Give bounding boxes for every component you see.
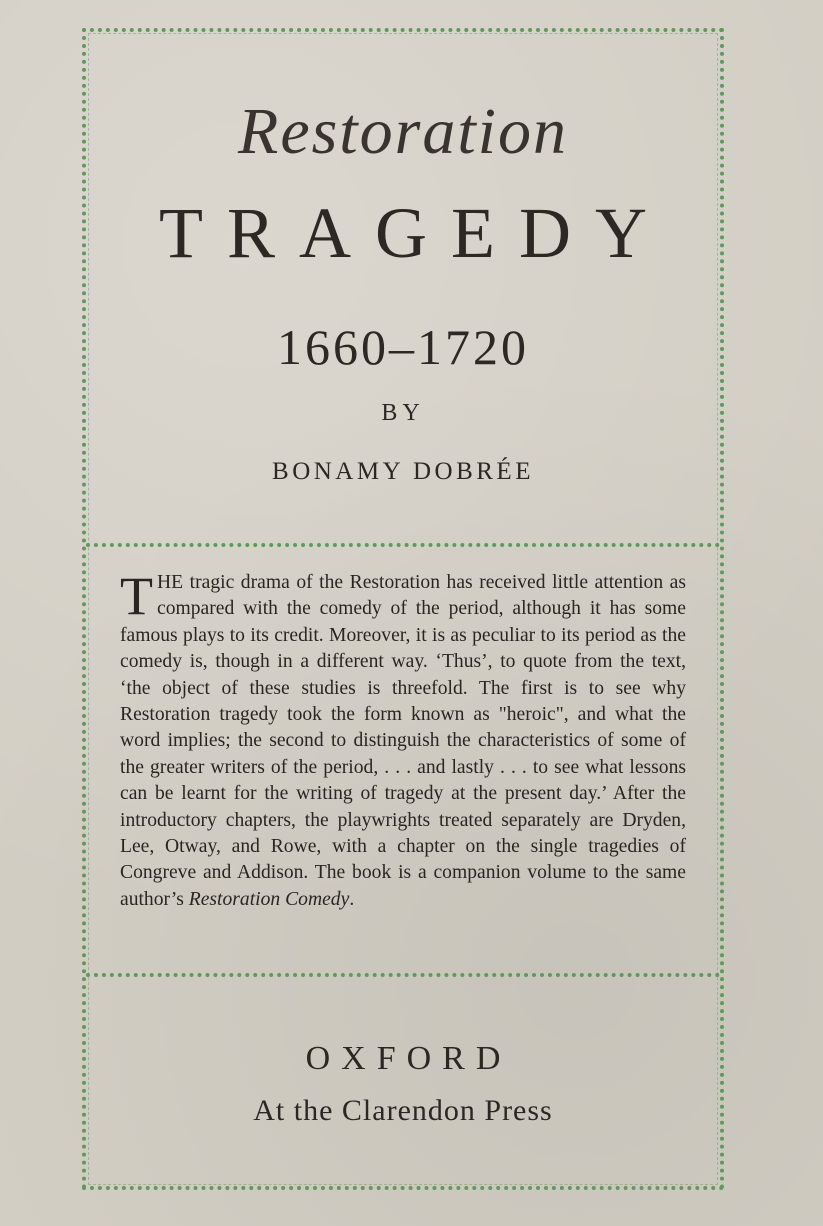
title-main: TRAGEDY (159, 193, 671, 273)
publisher: OXFORD (305, 1040, 512, 1077)
blurb-paragraph (120, 566, 686, 913)
blurb-text: HE tragic drama of the Restoration has received little attention as compared with the comedy of the period, although it has some famous plays to its credit. Moreover, it is as peculiar to its period as the comedy is, though in a different way. ‘Thus’, to quote from the text, ‘the object of these studies is threefold. The first is to see why Restoration tragedy took the form known as "heroic", and what the word implies; the second to distinguish the characteristics of some of the greater writers of the period, . . . and lastly . . . to see what lessons can be learnt for the writing of tragedy at the present day.’ After the introductory chapters, the playwrights treated separately are Dryden, Lee, Otway, and Rowe, with a chapter on the single tragedies of Congreve and Addison. The book is a companion volume to the same author’s (120, 572, 686, 910)
lower-divider (86, 973, 720, 977)
upper-divider (86, 543, 720, 547)
title-script: Restoration (238, 95, 568, 168)
blurb-italic-title: Restoration Comedy (188, 888, 350, 910)
blurb-end: . (349, 888, 355, 910)
author-name: BONAMY DOBRÉE (272, 458, 534, 485)
imprint: At the Clarendon Press (253, 1094, 553, 1127)
by-line: BY (381, 400, 425, 426)
drop-cap: T (120, 566, 153, 626)
date-range: 1660–1720 (277, 319, 529, 375)
